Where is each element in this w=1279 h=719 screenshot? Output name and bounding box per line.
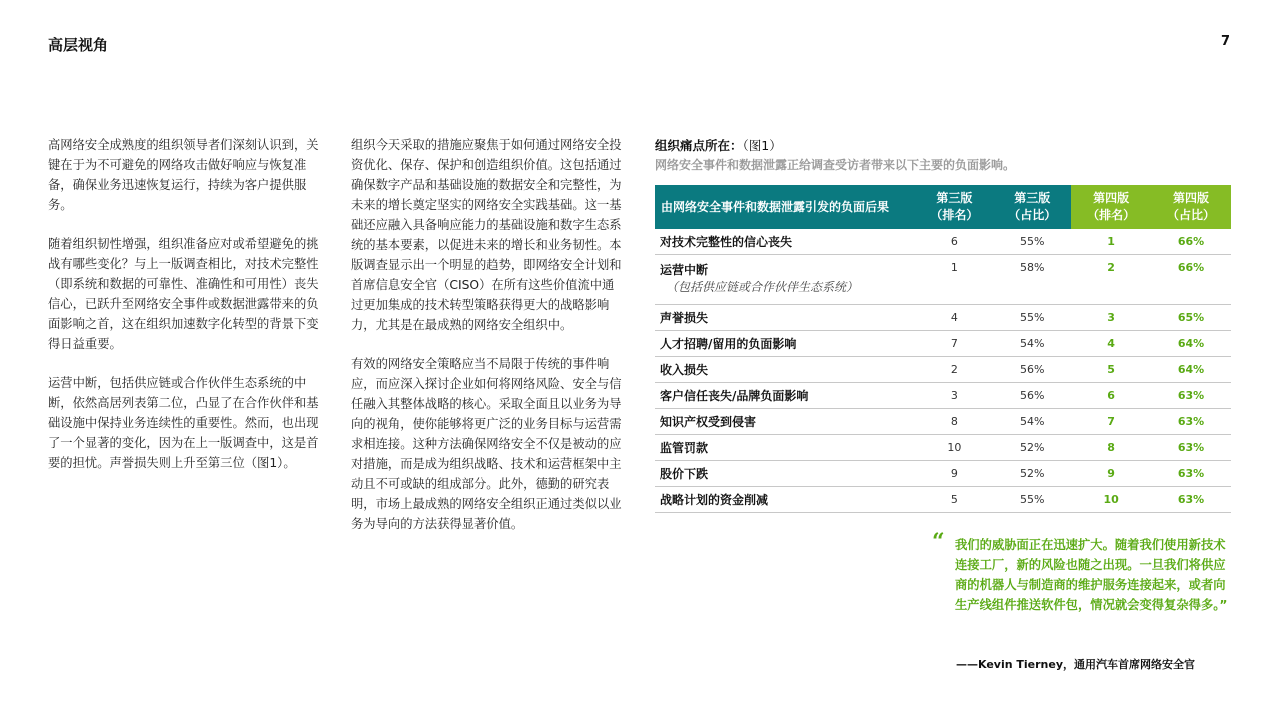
table-row (655, 305, 1231, 331)
row-item (655, 461, 915, 487)
figure-subtitle: 网络安全事件和数据泄露正给调查受访者带来以下主要的负面影响。 (655, 158, 1016, 172)
row-item (655, 255, 915, 305)
row-item (655, 229, 915, 255)
cell-ed3-pct: 55% (993, 305, 1071, 331)
cell-ed4-pct: 66% (1151, 229, 1231, 255)
paragraph: 运营中断，包括供应链或合作伙伴生态系统的中断，依然高居列表第二位，凸显了在合作伙伴和基础设施中保持业务连续性的重要性。然而，也出现了一个显著的变化，因为在上一版调查中，这是首要的担忧。声誉损失则上升至第三位（图1）。 (48, 376, 319, 470)
cell-ed4-rank: 4 (1071, 331, 1151, 357)
table-row (655, 487, 1231, 513)
paragraph: 随着组织韧性增强，组织准备应对或希望避免的挑战有哪些变化？与上一版调查相比，对技术完整性（即系统和数据的可靠性、准确性和可用性）丧失信心，已跃升至网络安全事件或数据泄露带来的负面影响之首，这在组织加速数字化转型的背景下变得日益重要。 (48, 237, 319, 351)
row-item-label: 声誉损失 (660, 311, 709, 325)
row-item-label: 人才招聘/留用的负面影响 (660, 337, 797, 351)
cell-ed3-pct: 56% (993, 357, 1071, 383)
pull-quote (932, 529, 1230, 615)
cell-ed4-pct: 63% (1151, 383, 1231, 409)
cell-ed4-rank: 10 (1071, 487, 1151, 513)
pain-points-table (655, 185, 1231, 513)
cell-ed4-rank: 5 (1071, 357, 1151, 383)
cell-ed3-pct: 55% (993, 487, 1071, 513)
cell-ed4-pct: 64% (1151, 331, 1231, 357)
cell-ed4-rank: 3 (1071, 305, 1151, 331)
row-item (655, 409, 915, 435)
cell-ed3-rank: 8 (915, 409, 993, 435)
row-item-label: 对技术完整性的信心丧失 (660, 235, 793, 249)
cell-ed3-pct: 54% (993, 409, 1071, 435)
row-item-label: 运营中断 (660, 263, 709, 277)
paragraph: 组织今天采取的措施应聚焦于如何通过网络安全投资优化、保存、保护和创造组织价值。这包括通过确保数字产品和基础设施的数据安全和完整性，为未来的增长奠定坚实的网络安全实践基础。这一基础还应融入具备响应能力的基础设施和数字生态系统的基本要素，以促进未来的增长和业务韧性。本版调查显示出一个明显的趋势，即网络安全计划和首席信息安全官（CISO）在所有这些价值流中通过更加集成的技术转型策略获得更大的战略影响力，尤其是在最成熟的网络安全组织中。 (351, 138, 622, 332)
header-ed3-pct: 第三版 （占比） (993, 185, 1071, 229)
cell-ed3-pct: 52% (993, 435, 1071, 461)
cell-ed3-rank: 10 (915, 435, 993, 461)
figure-ref: （图1） (742, 138, 782, 153)
cell-ed3-rank: 5 (915, 487, 993, 513)
page-title: 高层视角 (48, 36, 109, 54)
cell-ed3-pct: 55% (993, 229, 1071, 255)
row-item-label: 监管罚款 (660, 441, 709, 455)
paragraph: 有效的网络安全策略应当不局限于传统的事件响应，而应深入探讨企业如何将网络风险、安全与信任融入其整体战略的核心。采取全面且以业务为导向的视角，使你能够将更广泛的业务目标与运营需求相连接。这种方法确保网络安全不仅是被动的应对措施，而是成为组织战略、技术和运营框架中主动且不可或缺的组成部分。此外，德勤的研究表明，市场上最成熟的网络安全组织正通过类似以业务为导向的方法获得显著价值。 (351, 357, 622, 531)
cell-ed4-pct: 63% (1151, 435, 1231, 461)
cell-ed3-rank: 7 (915, 331, 993, 357)
cell-ed4-pct: 63% (1151, 409, 1231, 435)
table-row (655, 331, 1231, 357)
quote-mark-icon: “ (932, 529, 945, 555)
figure-title-bold: 组织痛点所在： (655, 138, 743, 153)
header-item: 由网络安全事件和数据泄露引发的负面后果 (655, 185, 915, 229)
row-item-label: 股价下跌 (660, 467, 709, 481)
cell-ed3-rank: 3 (915, 383, 993, 409)
cell-ed3-rank: 1 (915, 255, 993, 305)
figure-title (655, 136, 782, 154)
quote-attribution: ——Kevin Tierney，通用汽车首席网络安全官 (956, 658, 1196, 671)
cell-ed4-pct: 63% (1151, 487, 1231, 513)
cell-ed3-rank: 9 (915, 461, 993, 487)
cell-ed3-rank: 6 (915, 229, 993, 255)
table-row (655, 409, 1231, 435)
cell-ed4-rank: 6 (1071, 383, 1151, 409)
cell-ed4-rank: 2 (1071, 255, 1151, 305)
table-header-row (655, 185, 1231, 229)
row-item (655, 435, 915, 461)
table-row (655, 435, 1231, 461)
row-item (655, 357, 915, 383)
row-item (655, 331, 915, 357)
header-ed4-rank: 第四版 （排名） (1071, 185, 1151, 229)
text-column-1 (48, 135, 324, 492)
table-row (655, 357, 1231, 383)
row-item-label: 战略计划的资金削减 (660, 493, 769, 507)
cell-ed3-pct: 54% (993, 331, 1071, 357)
row-item-sub: （包括供应链或合作伙伴生态系统） (666, 280, 859, 294)
cell-ed3-pct: 56% (993, 383, 1071, 409)
cell-ed4-pct: 65% (1151, 305, 1231, 331)
quote-text: 我们的威胁面正在迅速扩大。随着我们使用新技术连接工厂，新的风险也随之出现。一旦我们将供应商的机器人与制造商的维护服务连接起来，或者向生产线组件推送软件包，情况就会变得复杂得多。” (955, 538, 1228, 612)
cell-ed4-pct: 64% (1151, 357, 1231, 383)
table-row (655, 255, 1231, 305)
row-item-label: 客户信任丧失/品牌负面影响 (660, 389, 809, 403)
cell-ed4-rank: 7 (1071, 409, 1151, 435)
header-ed3-rank: 第三版 （排名） (915, 185, 993, 229)
cell-ed4-pct: 66% (1151, 255, 1231, 305)
table-row (655, 229, 1231, 255)
row-item (655, 305, 915, 331)
cell-ed4-pct: 63% (1151, 461, 1231, 487)
cell-ed3-pct: 58% (993, 255, 1071, 305)
paragraph: 高网络安全成熟度的组织领导者们深刻认识到，关键在于为不可避免的网络攻击做好响应与恢复准备，确保业务迅速恢复运行，持续为客户提供服务。 (48, 138, 319, 212)
cell-ed3-rank: 2 (915, 357, 993, 383)
table-row (655, 383, 1231, 409)
row-item (655, 487, 915, 513)
header-ed4-pct: 第四版 （占比） (1151, 185, 1231, 229)
page-number: 7 (1221, 34, 1231, 49)
row-item-label: 收入损失 (660, 363, 709, 377)
cell-ed3-pct: 52% (993, 461, 1071, 487)
row-item-label: 知识产权受到侵害 (660, 415, 757, 429)
cell-ed4-rank: 8 (1071, 435, 1151, 461)
table-row (655, 461, 1231, 487)
text-column-2 (351, 135, 623, 553)
cell-ed4-rank: 9 (1071, 461, 1151, 487)
cell-ed4-rank: 1 (1071, 229, 1151, 255)
cell-ed3-rank: 4 (915, 305, 993, 331)
row-item (655, 383, 915, 409)
